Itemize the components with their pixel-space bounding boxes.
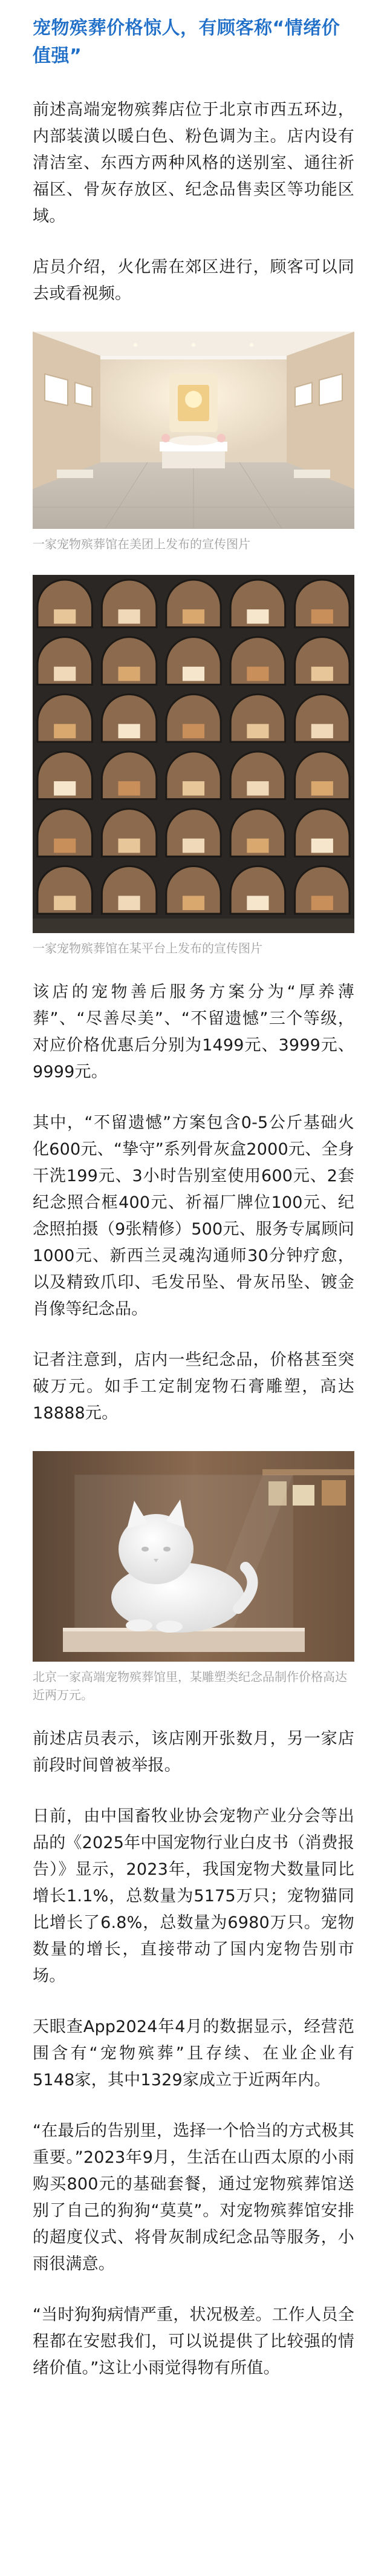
niche-item <box>183 667 204 681</box>
figure-caption: 北京一家高端宠物殡葬馆里，某雕塑类纪念品制作价格高达近两万元。 <box>33 1670 347 1702</box>
paragraph: 其中，“不留遗憾”方案包含0-5公斤基础火化600元、“挚守”系列骨灰盒2000元、全身干洗199元、3小时告别室使用600元、2套纪念照合框400元、祈福厂牌位100元、纪念照拍摄（9张精修）500元、服务专属顾问1000元、新西兰灵魂沟通师30分钟疗愈，以及精致爪印、毛发吊坠、骨灰吊坠、镀金肖像等纪念品。 <box>33 1113 354 1319</box>
figure-cat-sculpture <box>33 1451 354 1704</box>
niche-item <box>247 781 268 796</box>
niche-item <box>247 609 268 624</box>
niche-item <box>183 724 204 738</box>
niche-item <box>311 609 333 624</box>
paragraph: 天眼查App2024年4月的数据显示，经营范围含有“宠物殡葬”且存续、在业企业有5148家，其中1329家成立于近两年内。 <box>33 2017 354 2089</box>
niche-item <box>54 896 76 910</box>
niche-item <box>311 839 333 853</box>
paragraph: “在最后的告别里，选择一个恰当的方式极其重要。”2023年9月，生活在山西太原的小雨购买800元的基础套餐，通过宠物殡葬馆送别了自己的狗狗“莫莫”。对宠物殡葬馆安排的超度仪式、将骨灰制成纪念品等服务，小雨很满意。 <box>33 2122 354 2273</box>
figure-storage-wall <box>33 575 354 957</box>
niche-item <box>247 839 268 853</box>
niche-item <box>54 724 76 738</box>
niche-item <box>119 781 140 796</box>
paragraph: “当时狗狗病情严重，状况极差。工作人员全程都在安慰我们，可以说提供了比较强的情绪价值。”这让小雨觉得物有所值。 <box>33 2306 354 2378</box>
niche-item <box>119 667 140 681</box>
storage-wall-photo <box>33 575 354 933</box>
niche-item <box>247 896 268 910</box>
bottom-fade <box>0 2552 387 2576</box>
niche-item <box>247 724 268 738</box>
paragraph: 前述店员表示，该店刚开张数月，另一家店前段时间曾被举报。 <box>33 1729 354 1775</box>
niche-item <box>183 781 204 796</box>
niche-item <box>119 839 140 853</box>
figure-caption: 一家宠物殡葬馆在某平台上发布的宣传图片 <box>33 941 262 955</box>
paragraph: 该店的宠物善后服务方案分为“厚养薄葬”、“尽善尽美”、“不留遗憾”三个等级，对应价格优惠后分别为1499元、3999元、9999元。 <box>33 983 354 1081</box>
niche-item <box>54 667 76 681</box>
paragraph: 日前，由中国畜牧业协会宠物产业分会等出品的《2025年中国宠物行业白皮书（消费报告）》显示，2023年，我国宠物犬数量同比增长1.1%，总数量为5175万只；宠物猫同比增长了6.8%，总数量为6980万只。宠物数量的增长，直接带动了国内宠物告别市场。 <box>33 1807 354 1985</box>
niche-item <box>311 781 333 796</box>
niche-item <box>311 896 333 910</box>
paragraph: 店员介绍，火化需在郊区进行，顾客可以同去或看视频。 <box>33 258 354 303</box>
paragraph: 记者注意到，店内一些纪念品，价格甚至突破万元。如手工定制宠物石膏雕塑，高达18888元。 <box>33 1351 354 1423</box>
niche-item <box>183 896 204 910</box>
niche-item <box>247 667 268 681</box>
niche-item <box>54 781 76 796</box>
paragraph: 前述高端宠物殡葬店位于北京市西五环边，内部装潢以暖白色、粉色调为主。店内设有清洁室、东西方两种风格的送别室、通往祈福区、骨灰存放区、纪念品售卖区等功能区域。 <box>33 100 354 226</box>
niche-item <box>311 724 333 738</box>
figure-farewell-room <box>33 332 354 553</box>
figure-caption: 一家宠物殡葬馆在美团上发布的宣传图片 <box>33 537 250 551</box>
niche-item <box>119 724 140 738</box>
niche-item <box>183 839 204 853</box>
niche-item <box>311 667 333 681</box>
section-heading: 宠物殡葬价格惊人，有顾客称“情绪价值强” <box>33 18 340 67</box>
niche-item <box>119 609 140 624</box>
farewell-room-photo <box>33 332 354 529</box>
niche-item <box>183 609 204 624</box>
niche-item <box>54 609 76 624</box>
cat-sculpture-photo <box>33 1451 354 1662</box>
niche-item <box>119 896 140 910</box>
niche-item <box>54 839 76 853</box>
